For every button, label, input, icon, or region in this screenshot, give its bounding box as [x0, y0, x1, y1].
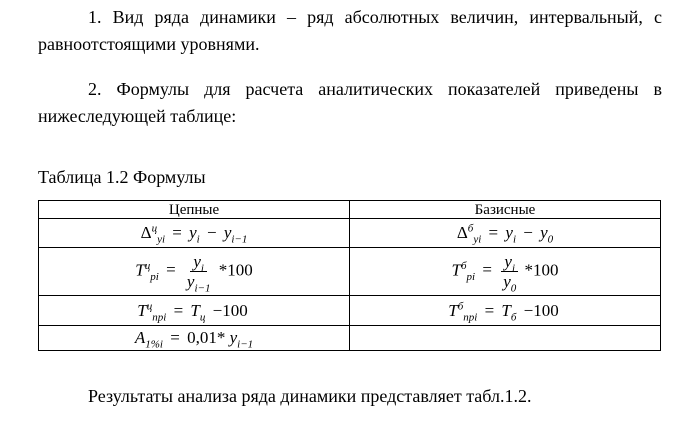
cell-base-absolute-increase	[350, 219, 661, 248]
header-base: Базисные	[350, 201, 661, 219]
cell-base-empty	[350, 326, 661, 351]
formula-one-percent-value: $A_{1\%i} = 0,01*$ $y_{i-1}$	[134, 328, 254, 351]
formula-chain-growth-rate: $T^ц_{pi}$ = $\frac{y_i}{y_{i-1}}$ *100	[135, 252, 253, 295]
formula-base-growth-rate: $T^б_{pi}$ = $\frac{y_i}{y_0}$ *100	[451, 252, 559, 295]
cell-base-increase-rate	[350, 296, 661, 326]
cell-chain-one-percent-value	[39, 326, 350, 351]
fraction: $\frac{y_i}{y_0}$	[503, 252, 517, 295]
paragraph-formulas-intro: 2. Формулы для расчета аналитических показателей приведены в нижеследующей таблице:	[38, 79, 662, 126]
cell-chain-growth-rate	[39, 248, 350, 296]
table-row	[39, 248, 661, 296]
table-caption: Таблица 1.2 Формулы	[38, 167, 206, 187]
formula-chain-increase-rate: $T^ц_{npi} = T_ц -100$	[137, 299, 248, 323]
formula-chain-absolute-increase: $\Delta^ц_{yi} = y_i - y_{i-1}$	[140, 222, 248, 246]
paragraph-series-type: 1. Вид ряда динамики – ряд абсолютных величин, интервальный, с равноотстоящими уровнями.	[38, 7, 662, 54]
formula-base-increase-rate: $T^б_{npi} = T_б -100$	[448, 299, 559, 323]
formula-base-absolute-increase: $\Delta^б_{yi} = y_i - y_0$	[456, 222, 554, 246]
table-row	[39, 326, 661, 351]
header-chain: Цепные	[39, 201, 350, 219]
table-row	[39, 296, 661, 326]
fraction: $\frac{y_i}{y_{i-1}}$	[186, 252, 211, 295]
formulas-table	[38, 200, 661, 351]
cell-chain-absolute-increase	[39, 219, 350, 248]
paragraph-results: Результаты анализа ряда динамики представляет табл.1.2.	[88, 386, 532, 406]
table-row	[39, 219, 661, 248]
table-header-row	[39, 201, 661, 219]
cell-chain-increase-rate	[39, 296, 350, 326]
cell-base-growth-rate	[350, 248, 661, 296]
